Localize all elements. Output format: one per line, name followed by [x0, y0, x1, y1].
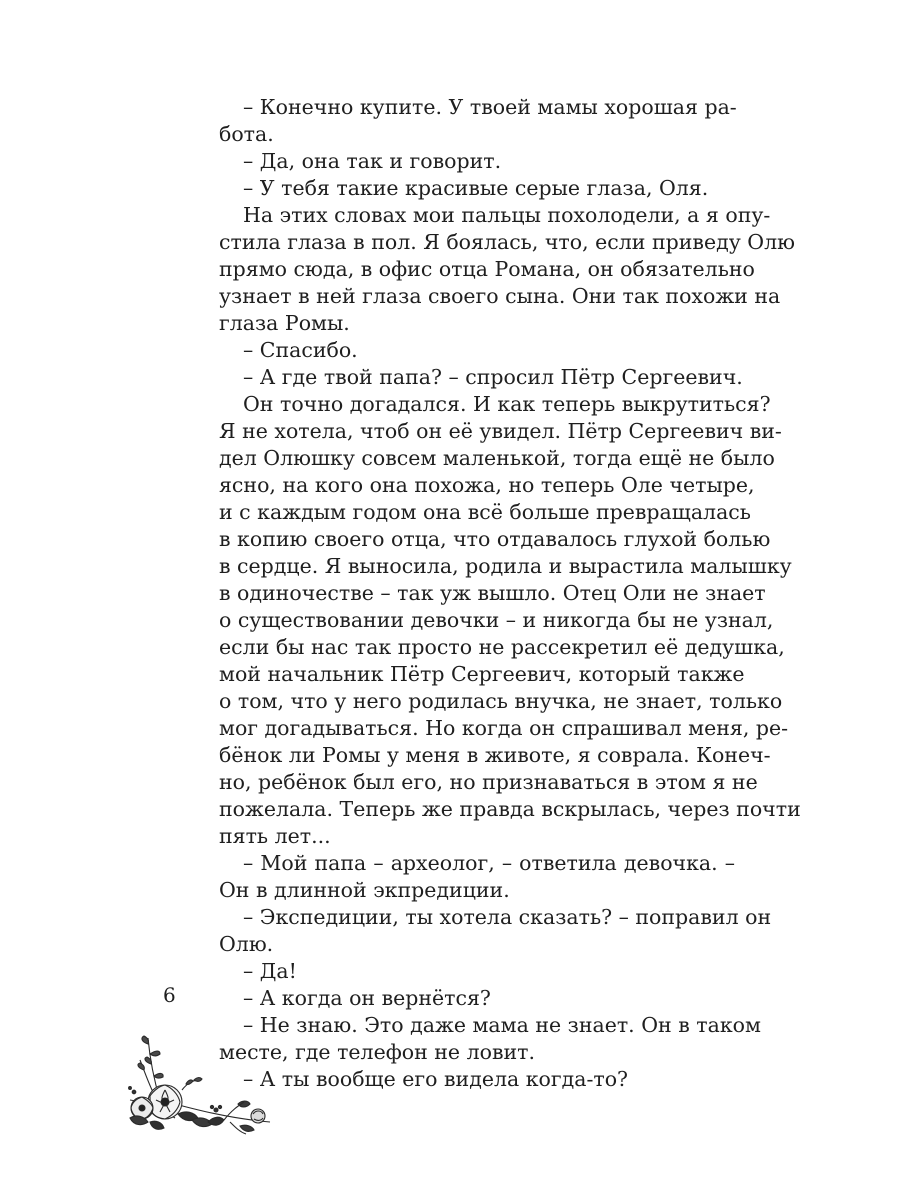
body-text	[219, 94, 801, 1093]
text-line: мог догадываться. Но когда он спрашивал меня, ре-	[219, 716, 789, 740]
text-line: глаза Ромы.	[219, 311, 350, 335]
text-line: о существовании девочки – и никогда бы не узнал,	[219, 608, 774, 632]
text-line: бота.	[219, 122, 274, 146]
text-line: стила глаза в пол. Я боялась, что, если приведу Олю	[219, 230, 795, 254]
text-line: – А когда он вернётся?	[243, 986, 491, 1010]
text-line: Олю.	[219, 932, 274, 956]
text-line: в одиночестве – так уж вышло. Отец Оли не знает	[219, 581, 766, 605]
text-line: о том, что у него родилась внучка, не знает, только	[219, 689, 783, 713]
text-line: узнает в ней глаза своего сына. Они так похожи на	[219, 284, 781, 308]
text-line: бёнок ли Ромы у меня в животе, я соврала. Конеч-	[219, 743, 771, 767]
text-line: – Конечно купите. У твоей мамы хорошая ра-	[243, 95, 737, 119]
text-line: – Экспедиции, ты хотела сказать? – поправил он	[243, 905, 772, 929]
text-line: – А ты вообще его видела когда-то?	[243, 1067, 629, 1091]
text-line: – Мой папа – археолог, – ответила девочка. –	[243, 851, 735, 875]
text-line: – Да, она так и говорит.	[243, 149, 502, 173]
text-line: – У тебя такие красивые серые глаза, Оля.	[243, 176, 709, 200]
text-line: но, ребёнок был его, но признаваться в этом я не	[219, 770, 758, 794]
text-line: – А где твой папа? – спросил Пётр Сергеевич.	[243, 365, 743, 389]
text-line: Он точно догадался. И как теперь выкрутиться?	[243, 392, 771, 416]
text-line: мой начальник Пётр Сергеевич, который также	[219, 662, 745, 686]
text-line: – Не знаю. Это даже мама не знает. Он в таком	[243, 1013, 761, 1037]
text-line: если бы нас так просто не рассекретил её дедушка,	[219, 635, 785, 659]
text-line: – Да!	[243, 959, 297, 983]
text-line: прямо сюда, в офис отца Романа, он обязательно	[219, 257, 755, 281]
text-line: пять лет...	[219, 824, 331, 848]
text-line: в сердце. Я выносила, родила и вырастила малышку	[219, 554, 792, 578]
text-line: пожелала. Теперь же правда вскрылась, через почти	[219, 797, 801, 821]
page-number: 6	[163, 983, 176, 1007]
text-line: Он в длинной экпредиции.	[219, 878, 510, 902]
text-line: На этих словах мои пальцы похолодели, а я опу-	[243, 203, 771, 227]
text-line: ясно, на кого она похожа, но теперь Оле четыре,	[219, 473, 755, 497]
text-line: дел Олюшку совсем маленькой, тогда ещё не было	[219, 446, 775, 470]
text-line: и с каждым годом она всё больше превращалась	[219, 500, 751, 524]
text-line: в копию своего отца, что отдавалось глухой болью	[219, 527, 771, 551]
text-line: Я не хотела, чтоб он её увидел. Пётр Сергеевич ви-	[219, 419, 782, 443]
text-line: месте, где телефон не ловит.	[219, 1040, 536, 1064]
floral-ornament-icon	[120, 1030, 280, 1140]
text-line: – Спасибо.	[243, 338, 358, 362]
